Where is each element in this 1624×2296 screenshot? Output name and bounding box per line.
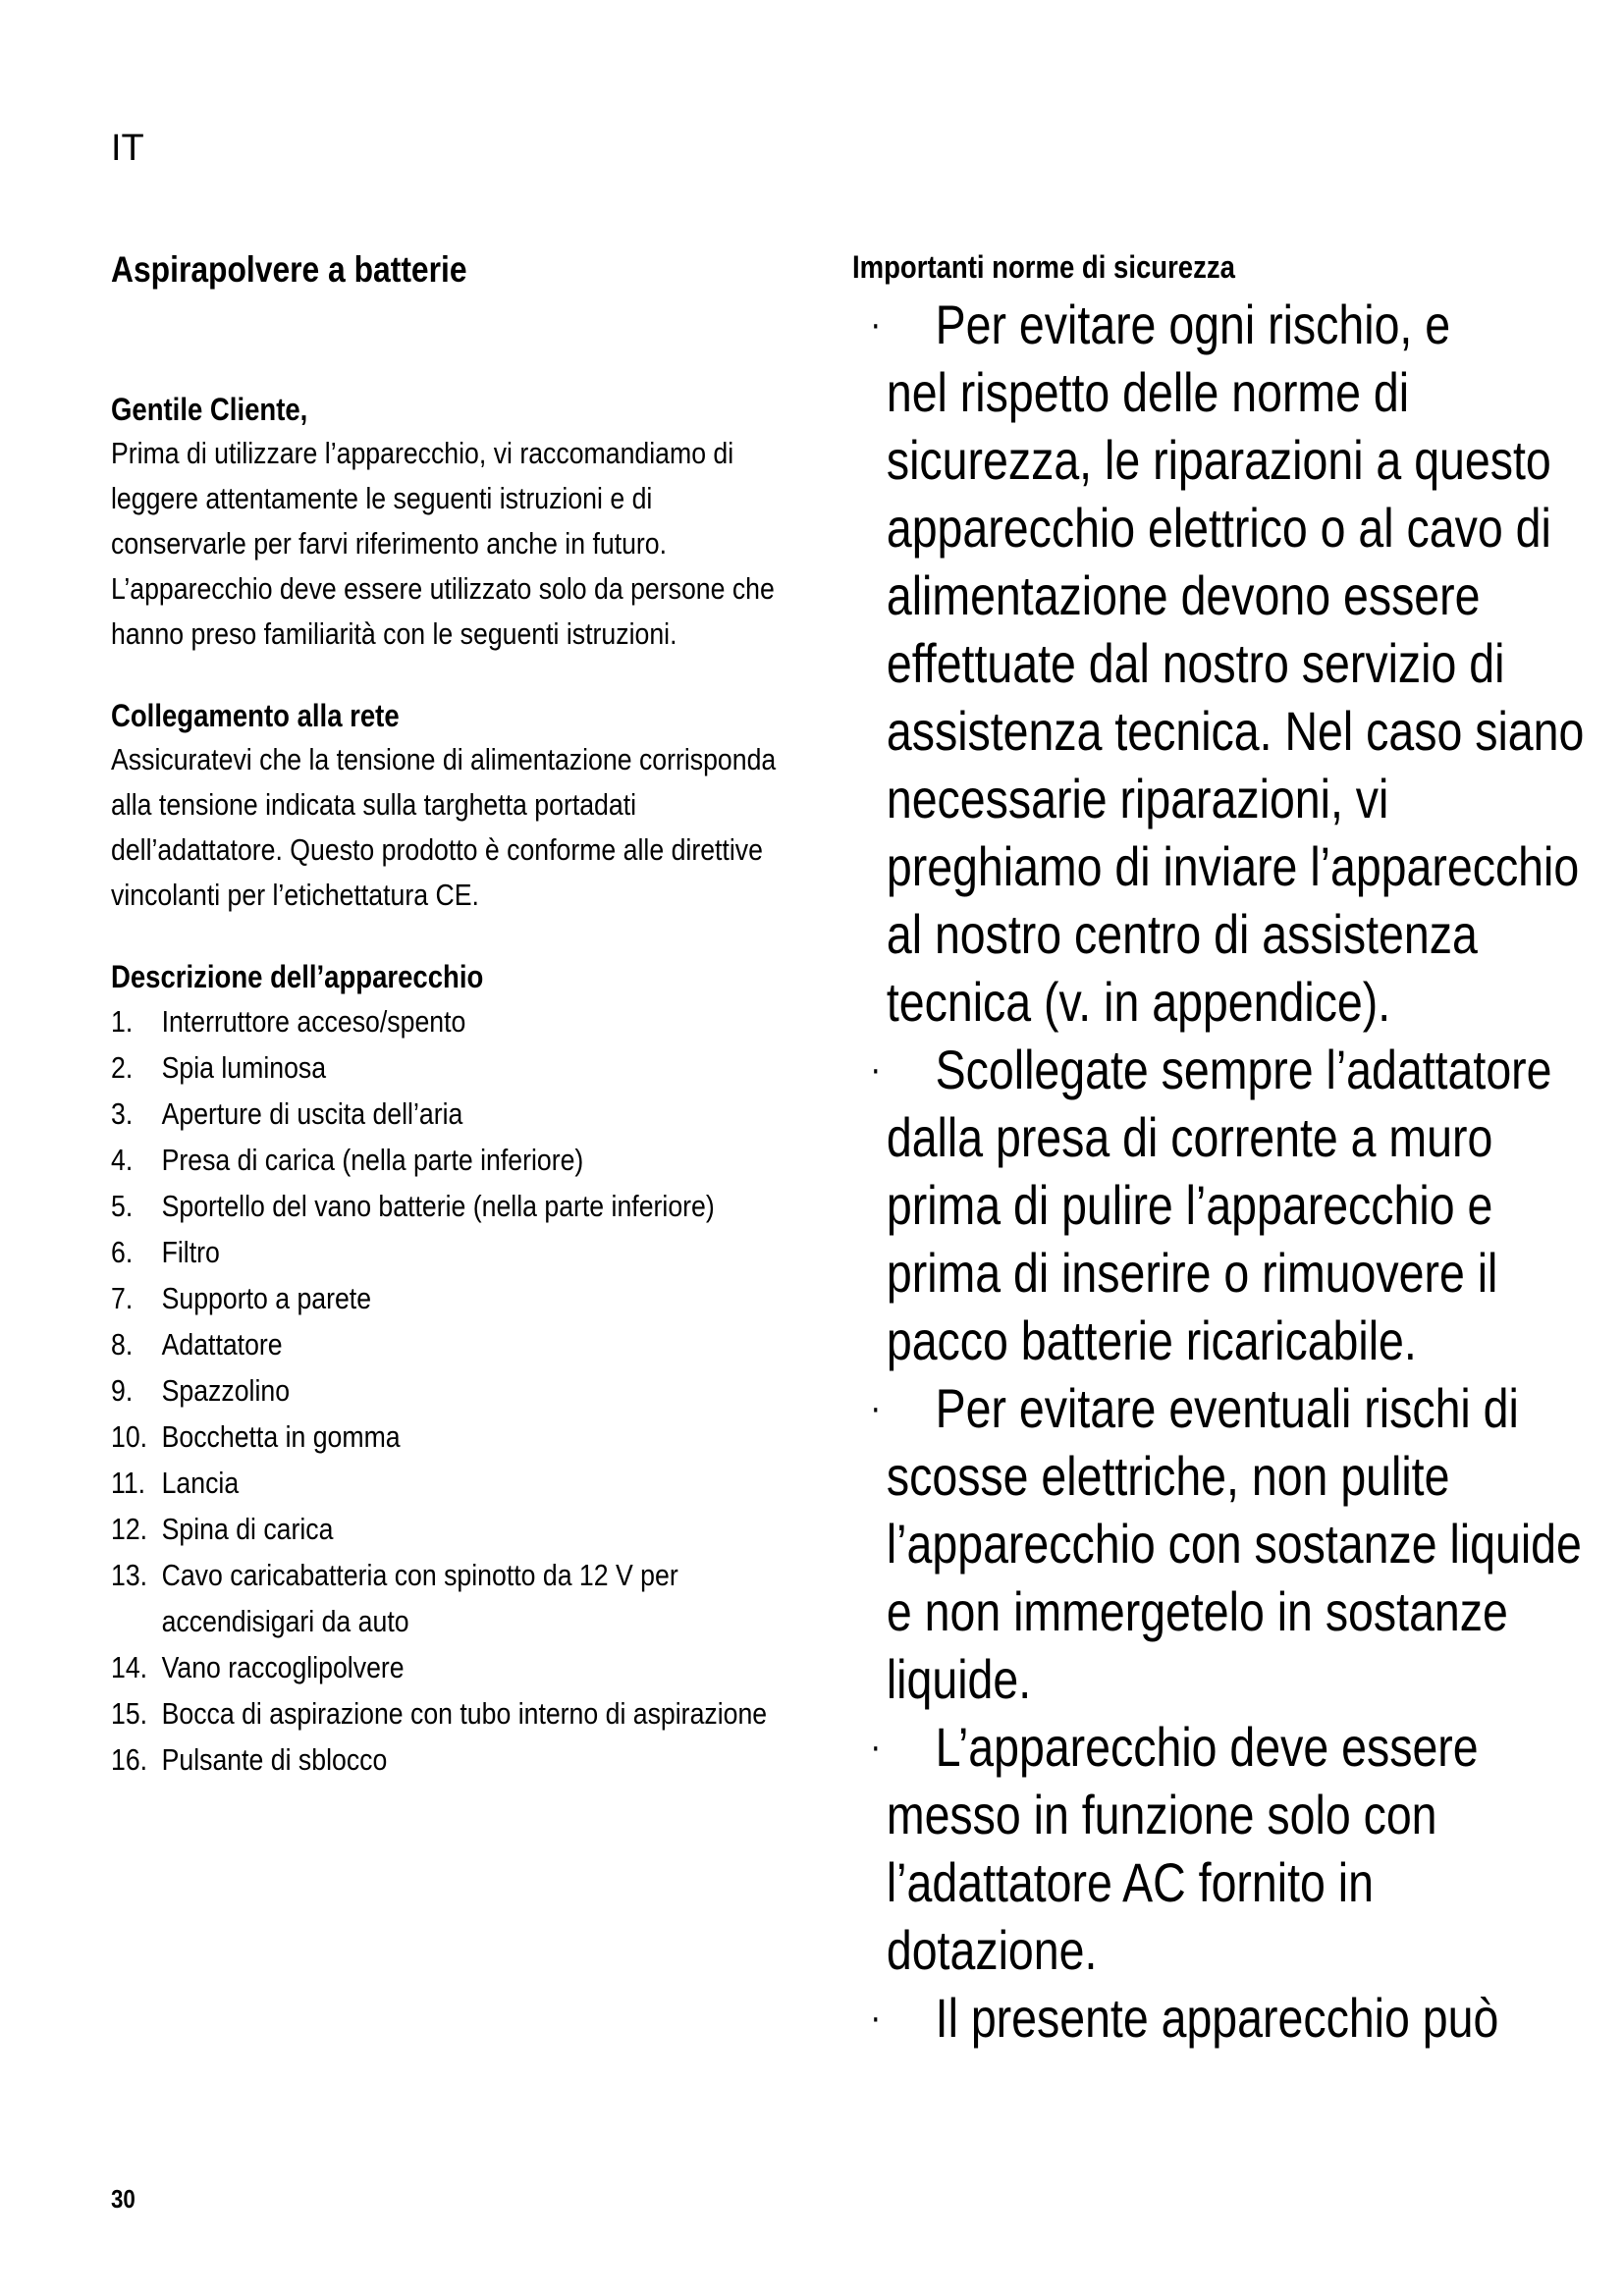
- list-item-text: Vano raccoglipolvere: [161, 1650, 405, 1684]
- list-item: [111, 1275, 786, 1321]
- list-item: [111, 1414, 786, 1460]
- safety-rule: [852, 291, 1586, 1036]
- list-item: [111, 1736, 786, 1783]
- list-item-text: Presa di carica (nella parte inferiore): [161, 1143, 584, 1177]
- document-title: Aspirapolvere a batterie: [111, 249, 467, 290]
- list-item-text: Filtro: [161, 1235, 220, 1269]
- safety-heading: Importanti norme di sicurezza: [852, 249, 1235, 285]
- list-item-number: 15.: [111, 1696, 148, 1731]
- list-item-text: Supporto a parete: [161, 1281, 372, 1315]
- safety-rule: [852, 1713, 1586, 1984]
- list-item: [111, 1690, 786, 1736]
- connection-text: Assicuratevi che la tensione di alimentazione corrisponda alla tensione indicata sulla targhetta portadati dell’adattatore. Questo prodotto è conforme alle direttive vincolanti per l’etichettatura CE.: [111, 742, 777, 912]
- list-item: [111, 1091, 786, 1137]
- list-item-number: 8.: [111, 1327, 134, 1362]
- language-code: IT: [111, 128, 144, 169]
- safety-rule-first-line: Per evitare eventuali rischi di: [935, 1377, 1519, 1439]
- safety-rule-text: scosse elettriche, non pulite l’apparecchio con sostanze liquide e non immergetelo in sostanze liquide.: [886, 1445, 1582, 1710]
- list-item: [111, 1229, 786, 1275]
- list-item-number: 13.: [111, 1558, 148, 1592]
- list-item-number: 14.: [111, 1650, 148, 1684]
- list-item-number: 11.: [111, 1466, 146, 1500]
- list-item-number: 2.: [111, 1050, 134, 1085]
- safety-rule: [852, 1984, 1586, 2052]
- list-item-number: 4.: [111, 1143, 134, 1177]
- list-item-text: Spina di carica: [161, 1512, 334, 1546]
- list-item-number: 16.: [111, 1742, 148, 1777]
- safety-rule: [852, 1374, 1586, 1713]
- safety-rule-text: messo in funzione solo con l’adattatore AC fornito in dotazione.: [886, 1784, 1437, 1981]
- list-item-number: 12.: [111, 1512, 148, 1546]
- list-item-text: Interruttore acceso/spento: [161, 1004, 466, 1039]
- bullet-icon: ·: [870, 1996, 882, 2039]
- safety-rule-first-line: Scollegate sempre l’adattatore: [935, 1039, 1552, 1100]
- right-column: [852, 245, 1598, 2052]
- list-item-number: 7.: [111, 1281, 134, 1315]
- list-item-number: 1.: [111, 1004, 134, 1039]
- safety-rule: [852, 1036, 1586, 1374]
- list-item-text: Lancia: [161, 1466, 240, 1500]
- connection-heading: Collegamento alla rete: [111, 698, 400, 733]
- list-item-text: Bocca di aspirazione con tubo interno di aspirazione: [161, 1696, 768, 1731]
- left-column: [111, 388, 818, 1783]
- list-item: [111, 1044, 786, 1091]
- list-item: [111, 1321, 786, 1367]
- list-item-text: Cavo caricabatteria con spinotto da 12 V per accendisigari da auto: [161, 1558, 678, 1638]
- list-item-text: Spia luminosa: [161, 1050, 327, 1085]
- list-item: [111, 1137, 786, 1183]
- page-number: 30: [111, 2184, 135, 2214]
- parts-list: [111, 998, 786, 1783]
- safety-rule-text: nel rispetto delle norme di sicurezza, le riparazioni a questo apparecchio elettrico o al cavo di alimentazione devono essere effettuate dal nostro servizio di assistenza tecnica. Nel caso siano necessarie riparazioni, vi preghiamo di inviare l’apparecchio al nostro centro di assistenza tecnica (v. in appendice).: [886, 361, 1585, 1033]
- list-item-text: Spazzolino: [161, 1373, 291, 1408]
- list-item-text: Aperture di uscita dell’aria: [161, 1096, 463, 1131]
- list-item: [111, 1367, 786, 1414]
- list-item-number: 6.: [111, 1235, 134, 1269]
- safety-rule-first-line: Il presente apparecchio può: [935, 1987, 1499, 2049]
- safety-rule-first-line: Per evitare ogni rischio, e: [935, 294, 1451, 355]
- list-item: [111, 1460, 786, 1506]
- safety-rules: [852, 291, 1586, 2052]
- bullet-icon: ·: [870, 302, 882, 346]
- list-item: [111, 1506, 786, 1552]
- list-item-number: 9.: [111, 1373, 134, 1408]
- list-item-number: 5.: [111, 1189, 134, 1223]
- safety-rule-first-line: L’apparecchio deve essere: [935, 1716, 1479, 1778]
- description-heading: Descrizione dell’apparecchio: [111, 959, 484, 994]
- bullet-icon: ·: [870, 1386, 882, 1429]
- list-item-number: 3.: [111, 1096, 134, 1131]
- bullet-icon: ·: [870, 1725, 882, 1768]
- list-item: [111, 1552, 786, 1644]
- intro-text: Prima di utilizzare l’apparecchio, vi raccomandiamo di leggere attentamente le seguenti istruzioni e di conservarle per farvi riferimento anche in futuro. L’apparecchio deve essere utilizzato solo da persone che hanno preso familiarità con le seguenti istruzioni.: [111, 436, 775, 651]
- list-item: [111, 1644, 786, 1690]
- list-item-text: Sportello del vano batterie (nella parte inferiore): [161, 1189, 715, 1223]
- list-item: [111, 998, 786, 1044]
- list-item-text: Pulsante di sblocco: [161, 1742, 388, 1777]
- safety-rule-text: dalla presa di corrente a muro prima di pulire l’apparecchio e prima di inserire o rimuovere il pacco batterie ricaricabile.: [886, 1106, 1498, 1371]
- list-item-text: Bocchetta in gomma: [161, 1419, 401, 1454]
- intro-heading: Gentile Cliente,: [111, 392, 308, 427]
- list-item-number: 10.: [111, 1419, 148, 1454]
- bullet-icon: ·: [870, 1047, 882, 1091]
- list-item: [111, 1183, 786, 1229]
- list-item-text: Adattatore: [161, 1327, 283, 1362]
